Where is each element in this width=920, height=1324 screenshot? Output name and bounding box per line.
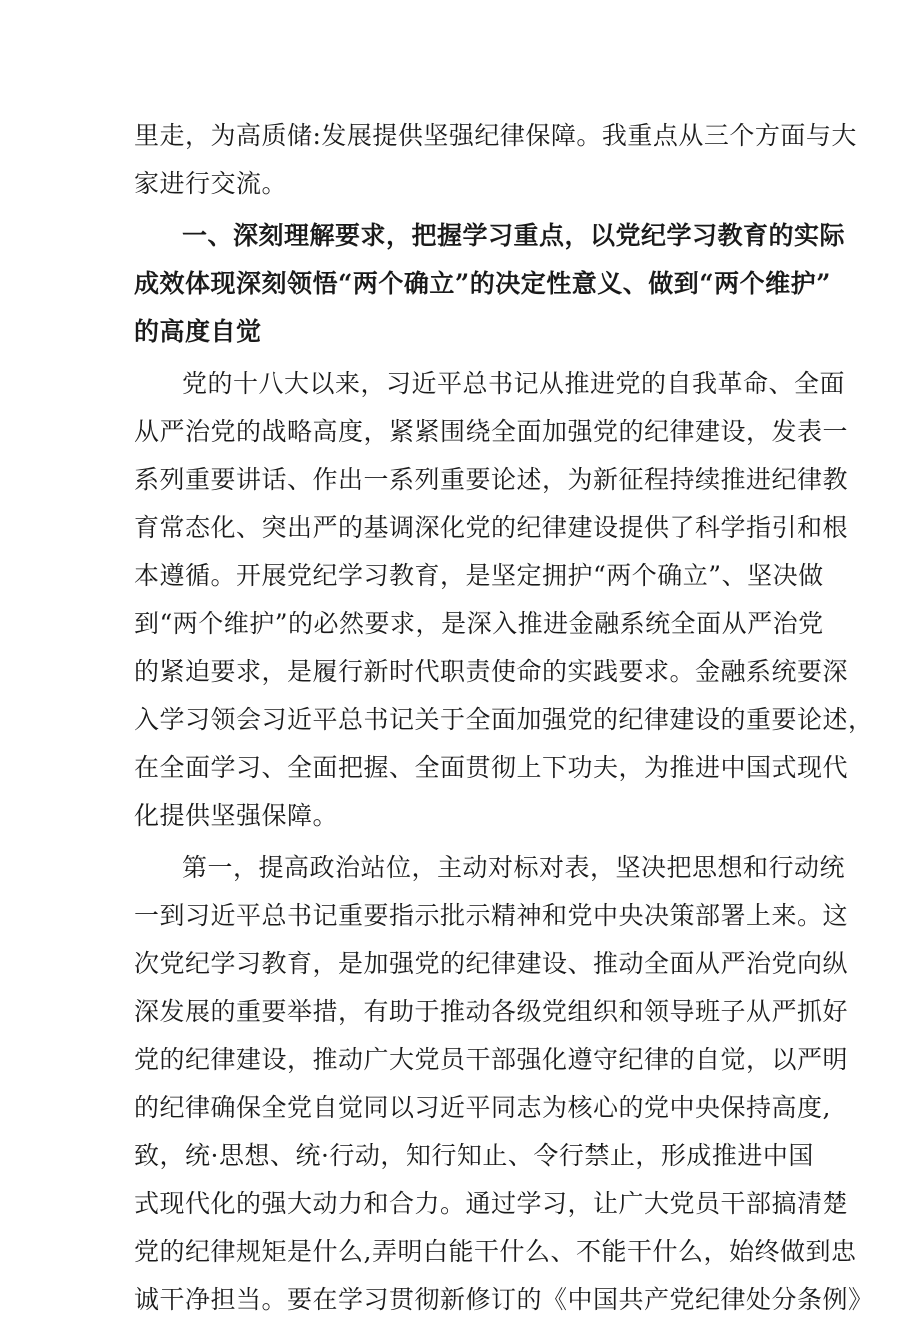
- heading-line: 成效体现深刻领悟“两个确立”的决定性意义、做到“两个维护”: [134, 269, 832, 298]
- paragraph-intro-continuation: [134, 112, 857, 208]
- text-line: 系列重要讲话、作出一系列重要论述，为新征程持续推进纪律教: [134, 465, 849, 494]
- document-page: [134, 112, 874, 1324]
- text-line: 化提供坚强保障。: [134, 801, 339, 830]
- text-line: 本遵循。开展党纪学习教育，是坚定拥护“两个确立”、坚决做: [134, 561, 824, 590]
- section-heading-1: [134, 212, 846, 356]
- text-line: 式现代化的强大动力和合力。通过学习，让广大党员干部搞清楚: [134, 1189, 849, 1218]
- text-line: 的紧迫要求，是履行新时代职责使命的实践要求。金融系统要深: [134, 657, 849, 686]
- text-line: 党的纪律规矩是什么,弄明白能干什么、不能干什么，始终做到忠: [134, 1237, 857, 1266]
- text-line: 诚干净担当。要在学习贯彻新修订的《中国共产党纪律处分条例》: [134, 1285, 874, 1314]
- text-line: 致，统·思想、统·行动，知行知止、令行禁止，形成推进中国: [134, 1141, 814, 1170]
- text-line: 一到习近平总书记重要指示批示精神和党中央决策部署上来。这: [134, 901, 849, 930]
- text-line: 党的十八大以来，习近平总书记从推进党的自我革命、全面: [182, 369, 846, 398]
- paragraph-party-discipline: [134, 360, 874, 840]
- text-line: 深发展的重要举措，有助于推动各级党组织和领导班子从严抓好: [134, 997, 849, 1026]
- text-line: 里走，为高质储:发展提供坚强纪律保障。我重点从三个方面与大: [134, 121, 857, 150]
- paragraph-first-point: [134, 844, 874, 1324]
- text-line: 到“两个维护”的必然要求，是深入推进金融系统全面从严治党: [134, 609, 824, 638]
- text-line: 次党纪学习教育，是加强党的纪律建设、推动全面从严治党向纵: [134, 949, 849, 978]
- text-line: 育常态化、突出严的基调深化党的纪律建设提供了科学指引和根: [134, 513, 849, 542]
- text-line: 在全面学习、全面把握、全面贯彻上下功夫，为推进中国式现代: [134, 753, 849, 782]
- heading-line: 的高度自觉: [134, 317, 262, 346]
- text-line: 入学习领会习近平总书记关于全面加强党的纪律建设的重要论述，: [134, 705, 874, 734]
- text-line: 从严治党的战略高度，紧紧围绕全面加强党的纪律建设，发表一: [134, 417, 849, 446]
- heading-line: 一、深刻理解要求，把握学习重点，以党纪学习教育的实际: [182, 221, 846, 250]
- text-line: 家进行交流。: [134, 169, 288, 198]
- text-line: 第一，提高政治站位，主动对标对表，坚决把思想和行动统: [182, 853, 846, 882]
- text-line: 党的纪律建设，推动广大党员干部强化遵守纪律的自觉，以严明: [134, 1045, 849, 1074]
- text-line: 的纪律确保全党自觉同以习近平同志为核心的党中央保持高度,: [134, 1093, 831, 1122]
